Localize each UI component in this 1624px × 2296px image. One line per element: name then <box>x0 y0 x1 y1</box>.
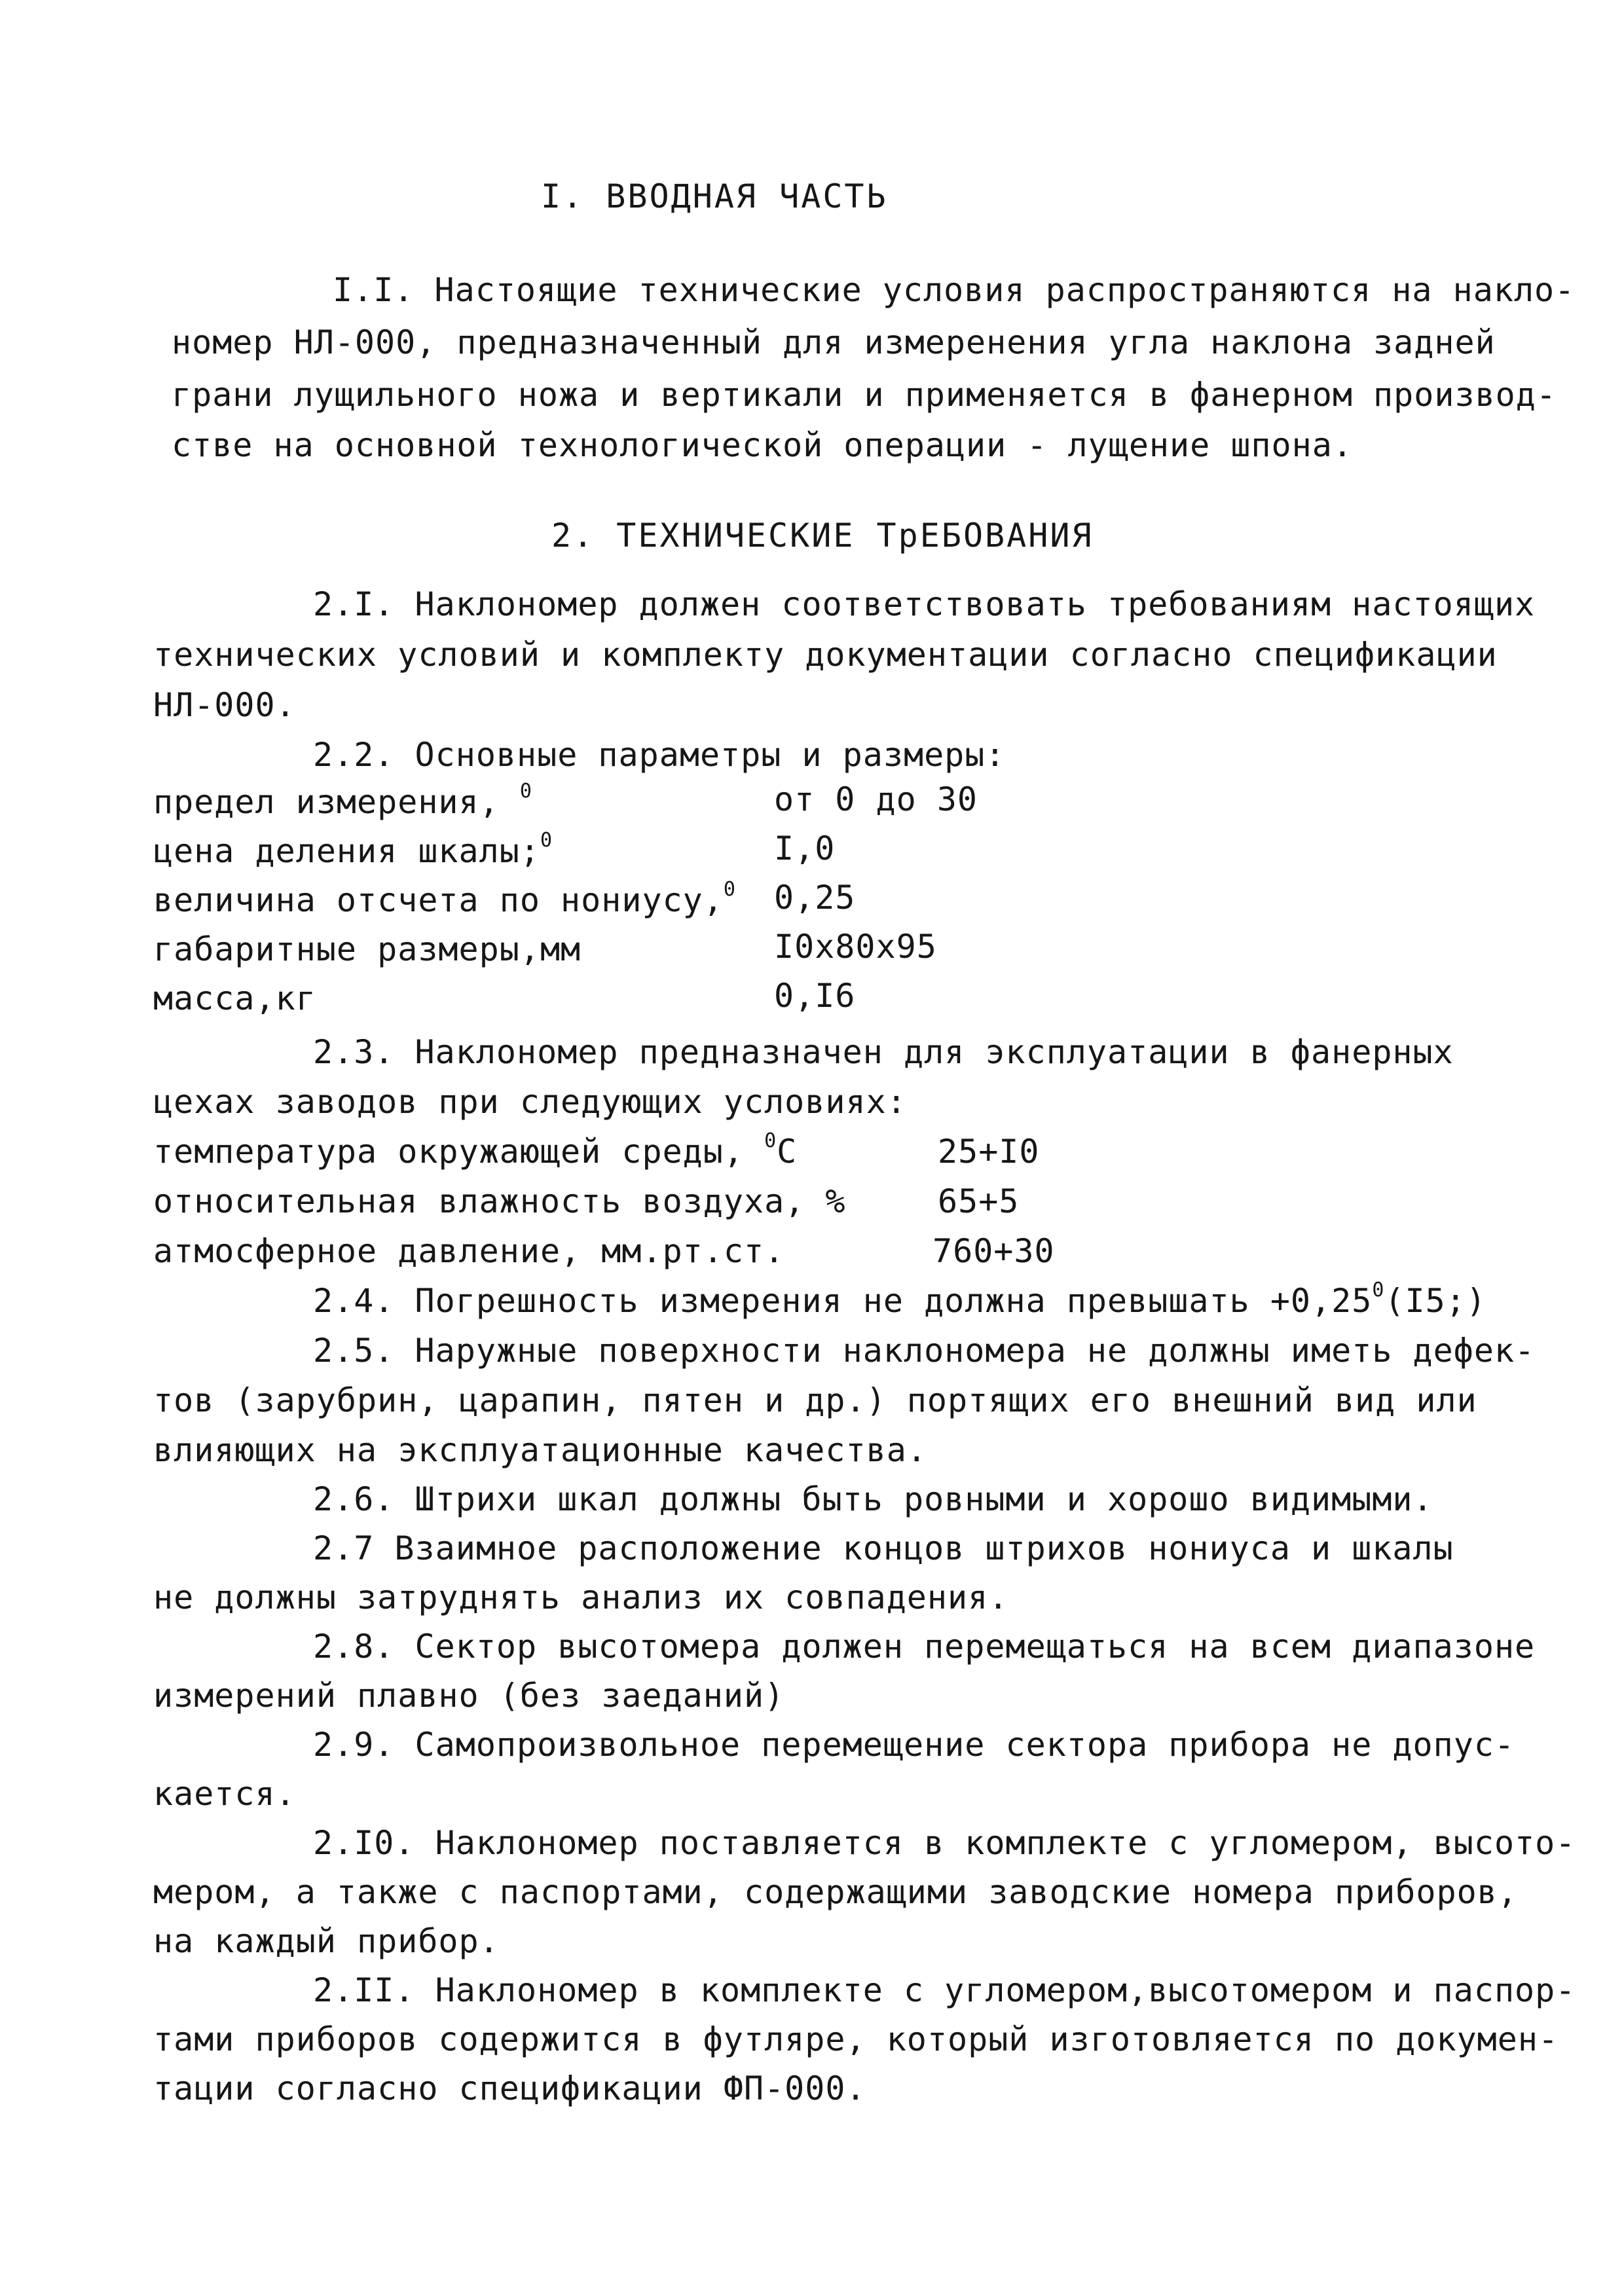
degree-mark: 0 <box>764 1129 777 1152</box>
param-label: величина отсчета по нониусу,$^0$ <box>153 878 736 919</box>
paragraph-2-2: 2.2. Основные параметры и размеры: <box>313 736 1006 774</box>
param-value: от 0 до 30 <box>774 780 978 818</box>
param-label: масса,кг <box>153 979 316 1017</box>
paragraph-2-1-line-1: 2.I. Наклономер должен соответствовать требованиям настоящих <box>313 585 1536 623</box>
paragraph-2-7-line-2: не должны затруднять анализ их совпадения. <box>153 1578 1009 1616</box>
paragraph-2-10-line-2: мером, а также с паспортами, содержащими заводские номера приборов, <box>153 1873 1518 1911</box>
param-value: 0,I6 <box>774 977 856 1015</box>
paragraph-2-10-line-3: на каждый прибор. <box>153 1922 500 1960</box>
param-value: 0,25 <box>774 879 856 917</box>
paragraph-2-3-line-2: цехах заводов при следующих условиях: <box>153 1083 907 1121</box>
paragraph-1-1-line-4: стве на основной технологической операции - лущение шпона. <box>172 426 1353 464</box>
paragraph-2-3-line-1: 2.3. Наклономер предназначен для эксплуатации в фанерных <box>313 1033 1454 1071</box>
section-2-heading: 2. ТЕХНИЧЕСКИЕ ТрЕБОВАНИЯ <box>551 517 1094 555</box>
condition-label: атмосферное давление, мм.рт.ст. <box>153 1232 785 1270</box>
paragraph-2-9-line-1: 2.9. Самопроизвольное перемещение сектора прибора не допус- <box>313 1726 1515 1764</box>
param-value: I,0 <box>774 829 836 867</box>
paragraph-2-4: 2.4. Погрешность измерения не должна превышать $+0,25^0(I5;)$ <box>313 1279 1486 1320</box>
paragraph-2-5-line-1: 2.5. Наружные поверхности наклономера не должны иметь дефек- <box>313 1332 1536 1370</box>
degree-mark: 0 <box>723 878 736 901</box>
condition-value: 25+I0 <box>938 1133 1040 1171</box>
degree-mark: 0 <box>540 829 553 852</box>
paragraph-2-8-line-1: 2.8. Сектор высотомера должен перемещаться на всем диапазоне <box>313 1628 1536 1666</box>
degree-mark: 0 <box>1372 1279 1385 1302</box>
paragraph-1-1-line-3: грани лущильного ножа и вертикали и применяется в фанерном производ- <box>172 376 1557 414</box>
param-label: габаритные размеры,мм <box>153 930 581 968</box>
paragraph-2-11-line-3: тации согласно спецификации ФП-000. <box>153 2069 866 2107</box>
condition-value: 65+5 <box>938 1182 1020 1220</box>
section-1-heading: I. ВВОДНАЯ ЧАСТЬ <box>541 177 888 215</box>
paragraph-2-11-line-2: тами приборов содержится в футляре, который изготовляется по докумен- <box>153 2020 1559 2058</box>
paragraph-2-9-line-2: кается. <box>153 1775 296 1813</box>
paragraph-2-5-line-3: влияющих на эксплуатационные качества. <box>153 1431 927 1469</box>
paragraph-1-1-line-2: номер НЛ-000, предназначенный для измеренения угла наклона задней <box>172 323 1496 361</box>
param-label: предел измерения, $^0$ <box>153 780 532 821</box>
paragraph-2-7-line-1: 2.7 Взаимное расположение концов штрихов нониуса и шкалы <box>313 1529 1454 1567</box>
paragraph-1-1-line-1: I.I. Настоящие технические условия распространяются на накло- <box>333 271 1576 309</box>
paragraph-2-10-line-1: 2.I0. Наклономер поставляется в комплекте с угломером, высото- <box>313 1824 1576 1862</box>
paragraph-2-8-line-2: измерений плавно (без заеданий) <box>153 1677 785 1715</box>
paragraph-2-1-line-3: НЛ-000. <box>153 686 296 724</box>
condition-value: 760+30 <box>932 1232 1055 1270</box>
paragraph-2-6: 2.6. Штрихи шкал должны быть ровными и хорошо видимыми. <box>313 1480 1433 1518</box>
condition-label: температура окружающей среды, $^0$С <box>153 1129 798 1171</box>
param-label: цена деления шкалы;$^0$ <box>153 829 553 870</box>
paragraph-2-1-line-2: технических условий и комплекту документации согласно спецификации <box>153 636 1498 674</box>
param-value: I0x80x95 <box>774 928 937 966</box>
paragraph-2-5-line-2: тов (зарубрин, царапин, пятен и др.) портящих его внешний вид или <box>153 1381 1477 1419</box>
paragraph-2-11-line-1: 2.II. Наклономер в комплекте с угломером,высотомером и паспор- <box>313 1971 1576 2009</box>
condition-label: относительная влажность воздуха, % <box>153 1182 846 1220</box>
degree-mark: 0 <box>519 780 532 803</box>
